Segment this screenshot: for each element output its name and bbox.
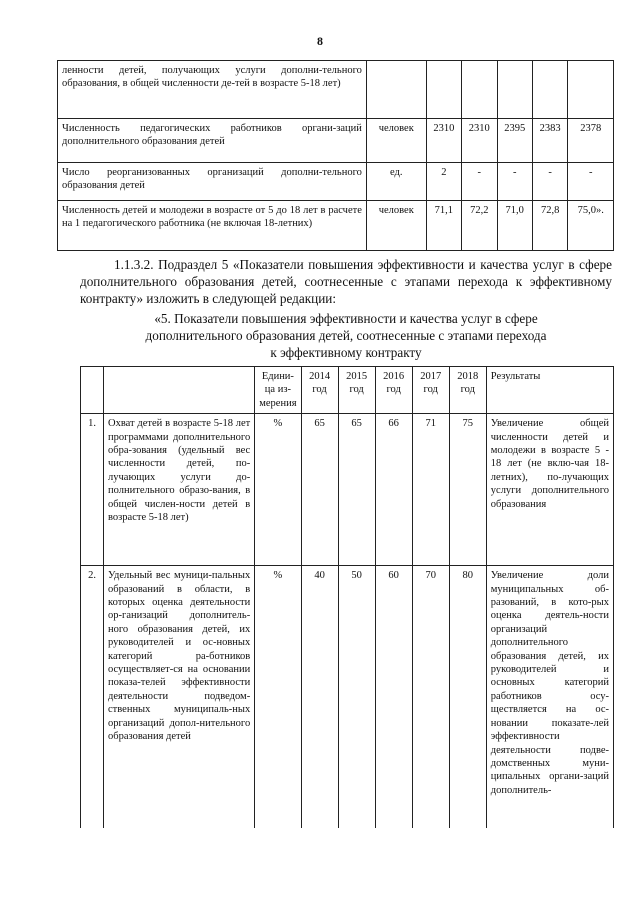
table-row xyxy=(58,119,614,163)
table-cell-unit: ед. xyxy=(366,163,426,201)
header-results: Результаты xyxy=(486,367,613,414)
row-indicator: Удельный вес муници-пальных образований в области, в которых оценка деятельности ор-ганизаций дополнитель-ного образования детей, их руководителей и ос-новных категорий ра-ботников осуществляет-ся на основании показа-телей эффективности деятельности подведом-ственных муниципаль-ных организаций допол-нительного образования детей xyxy=(104,566,255,828)
table-cell-value xyxy=(426,61,461,119)
row-value: 60 xyxy=(375,566,412,828)
table-cell-value: 72,8 xyxy=(532,201,567,251)
row-value: 71 xyxy=(412,414,449,566)
header-indicator xyxy=(104,367,255,414)
table-cell-value: 2310 xyxy=(462,119,497,163)
row-number: 1. xyxy=(81,414,104,566)
row-indicator: Охват детей в возрасте 5-18 лет программами дополнительного обра-зования (удельный вес численности детей, по-лучающих услуги до-полнительного образо-вания, в общей числен-ности детей в возрасте 5-18 лет) xyxy=(104,414,255,566)
row-value: 40 xyxy=(301,566,338,828)
row-number: 2. xyxy=(81,566,104,828)
table-cell-value: - xyxy=(568,163,614,201)
table-row xyxy=(81,414,614,566)
table-cell-value: 72,2 xyxy=(462,201,497,251)
table-cell-value xyxy=(532,61,567,119)
table-cell-value xyxy=(497,61,532,119)
section-heading-line-1: «5. Показатели повышения эффективности и качества услуг в сфере xyxy=(154,311,538,326)
row-value: 65 xyxy=(338,414,375,566)
table-row xyxy=(81,566,614,828)
table-cell-desc: Численность детей и молодежи в возрасте от 5 до 18 лет в расчете на 1 педагогического работника (не включая 18-летних) xyxy=(58,201,367,251)
row-value: 80 xyxy=(449,566,486,828)
row-unit: % xyxy=(255,566,301,828)
header-number xyxy=(81,367,104,414)
header-year-2017: 2017 год xyxy=(412,367,449,414)
top-table xyxy=(57,60,614,251)
table-cell-value: 71,1 xyxy=(426,201,461,251)
row-value: 75 xyxy=(449,414,486,566)
table-cell-value: 2383 xyxy=(532,119,567,163)
table-cell-value: 2395 xyxy=(497,119,532,163)
row-result: Увеличение доли муниципальных об-разований, в кото-рых оценка деятель-ности организаций дополнительного образования детей, их руководителей и основных категорий работников осу-ществляется на ос-новании показате-лей эффективности деятельности подве-домственных муни-ципальных органи-заций дополнитель- xyxy=(486,566,613,828)
row-result: Увеличение общей численности детей и молодежи в возрасте 5 - 18 лет (не вклю-чая 18-летних), по-лучающих услуги дополнительного образования xyxy=(486,414,613,566)
table-cell-value: - xyxy=(532,163,567,201)
page-number: 8 xyxy=(317,34,323,48)
table-cell-unit: человек xyxy=(366,119,426,163)
table-row xyxy=(58,201,614,251)
header-year-2014: 2014 год xyxy=(301,367,338,414)
table-cell-desc: ленности детей, получающих услуги дополни-тельного образования, в общей численности де-тей в возрасте 5-18 лет) xyxy=(58,61,367,119)
section-heading-line-2: дополнительного образования детей, соотнесенные с этапами перехода xyxy=(145,328,547,343)
header-year-2016: 2016 год xyxy=(375,367,412,414)
table-cell-value xyxy=(462,61,497,119)
table-cell-value: 75,0». xyxy=(568,201,614,251)
table-cell-value: - xyxy=(497,163,532,201)
table-cell-desc: Число реорганизованных организаций дополни-тельного образования детей xyxy=(58,163,367,201)
row-value: 66 xyxy=(375,414,412,566)
table-cell-desc: Численность педагогических работников органи-заций дополнительного образования детей xyxy=(58,119,367,163)
amendment-paragraph xyxy=(80,256,612,307)
row-value: 65 xyxy=(301,414,338,566)
table-cell-value: 71,0 xyxy=(497,201,532,251)
table-cell-unit: человек xyxy=(366,201,426,251)
table-row xyxy=(58,163,614,201)
header-unit: Едини-ца из-мерения xyxy=(255,367,301,414)
table-cell-unit xyxy=(366,61,426,119)
row-value: 50 xyxy=(338,566,375,828)
table-cell-value: - xyxy=(462,163,497,201)
header-year-2015: 2015 год xyxy=(338,367,375,414)
row-value: 70 xyxy=(412,566,449,828)
indicators-table xyxy=(80,366,614,828)
table-cell-value xyxy=(568,61,614,119)
section-heading-line-3: к эффективному контракту xyxy=(270,345,422,360)
table-row xyxy=(58,61,614,119)
paragraph-text: 1.1.3.2. Подраздел 5 «Показатели повышения эффективности и качества услуг в сфере дополнительного образования детей, соотнесенные с этапами перехода к эффективному контракту» изложить в следующей редакции: xyxy=(80,257,612,306)
table-cell-value: 2310 xyxy=(426,119,461,163)
table-header-row xyxy=(81,367,614,414)
table-cell-value: 2378 xyxy=(568,119,614,163)
header-year-2018: 2018 год xyxy=(449,367,486,414)
row-unit: % xyxy=(255,414,301,566)
table-cell-value: 2 xyxy=(426,163,461,201)
